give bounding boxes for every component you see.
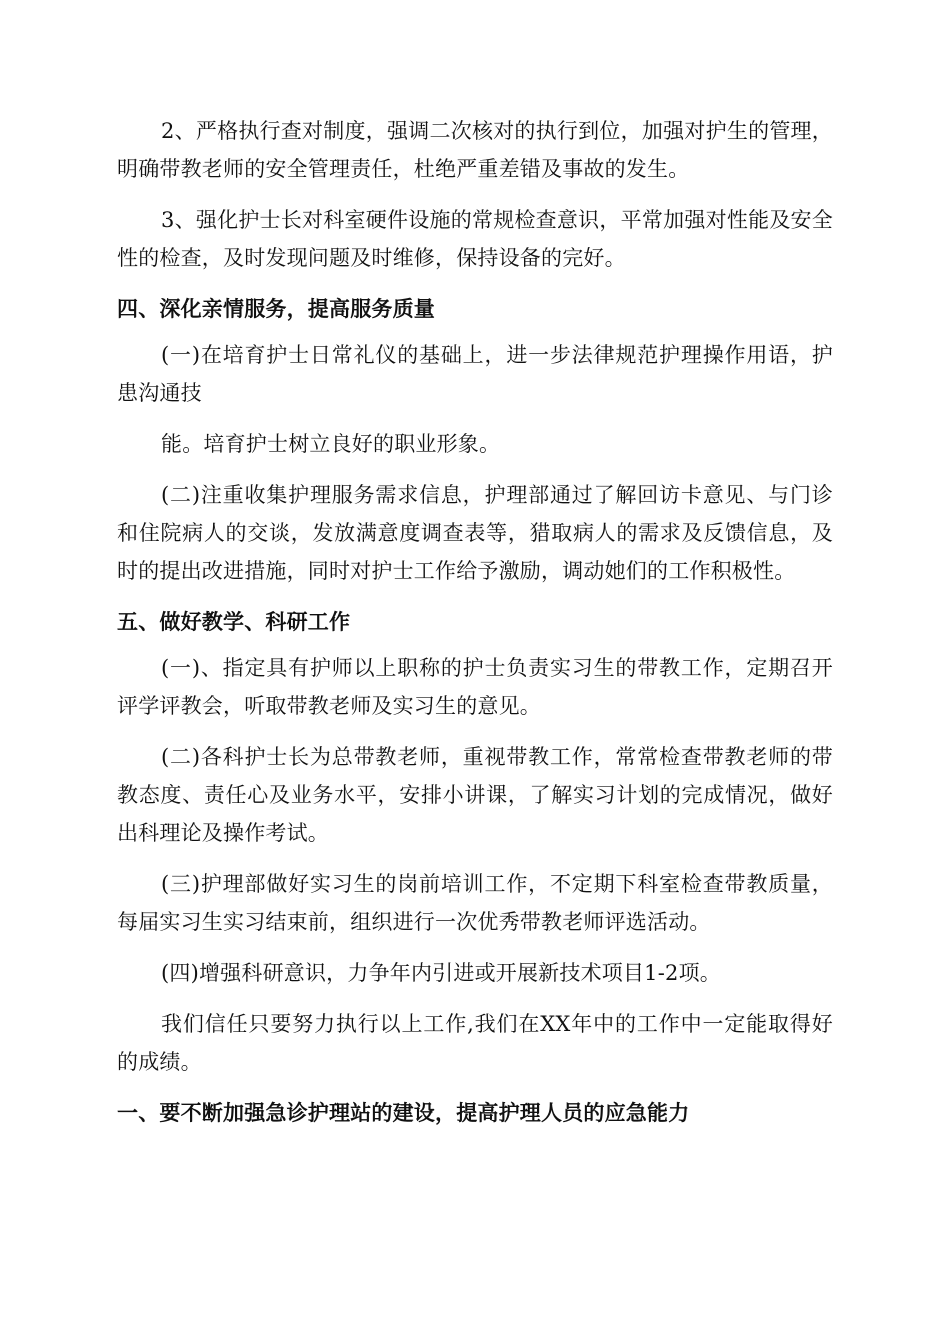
paragraph-item-3: 3、强化护士长对科室硬件设施的常规检查意识，平常加强对性能及安全性的检查，及时发现问题及时维修，保持设备的完好。 xyxy=(117,208,833,270)
section-heading-1: 一、要不断加强急诊护理站的建设，提高护理人员的应急能力 xyxy=(117,1101,690,1125)
paragraph-teaching-2: (二)各科护士长为总带教老师，重视带教工作，常常检查带教老师的带教态度、责任心及业务水平，安排小讲课，了解实习计划的完成情况，做好出科理论及操作考试。 xyxy=(117,745,833,845)
document-body xyxy=(117,112,833,1132)
paragraph-service-1: (一)在培育护士日常礼仪的基础上，进一步法律规范护理操作用语，护患沟通技 xyxy=(117,343,833,405)
paragraph-service-1-cont: 能。培育护士树立良好的职业形象。 xyxy=(161,432,501,456)
section-heading-4: 四、深化亲情服务，提高服务质量 xyxy=(117,297,435,321)
paragraph-service-2: (二)注重收集护理服务需求信息，护理部通过了解回访卡意见、与门诊和住院病人的交谈，发放满意度调查表等，猎取病人的需求及反馈信息，及时的提出改进措施，同时对护士工作给予激励，调动她们的工作积极性。 xyxy=(117,483,833,583)
section-heading-5: 五、做好教学、科研工作 xyxy=(117,610,351,634)
paragraph-conclusion: 我们信任只要努力执行以上工作,我们在XX年中的工作中一定能取得好的成绩。 xyxy=(117,1012,833,1074)
paragraph-teaching-3: (三)护理部做好实习生的岗前培训工作，不定期下科室检查带教质量，每届实习生实习结束前，组织进行一次优秀带教老师评选活动。 xyxy=(117,872,833,934)
paragraph-teaching-1: (一)、指定具有护师以上职称的护士负责实习生的带教工作，定期召开评学评教会，听取带教老师及实习生的意见。 xyxy=(117,656,833,718)
paragraph-teaching-4: (四)增强科研意识，力争年内引进或开展新技术项目1-2项。 xyxy=(161,961,722,985)
paragraph-item-2: 2、严格执行查对制度，强调二次核对的执行到位，加强对护生的管理，明确带教老师的安全管理责任，杜绝严重差错及事故的发生。 xyxy=(117,119,833,181)
